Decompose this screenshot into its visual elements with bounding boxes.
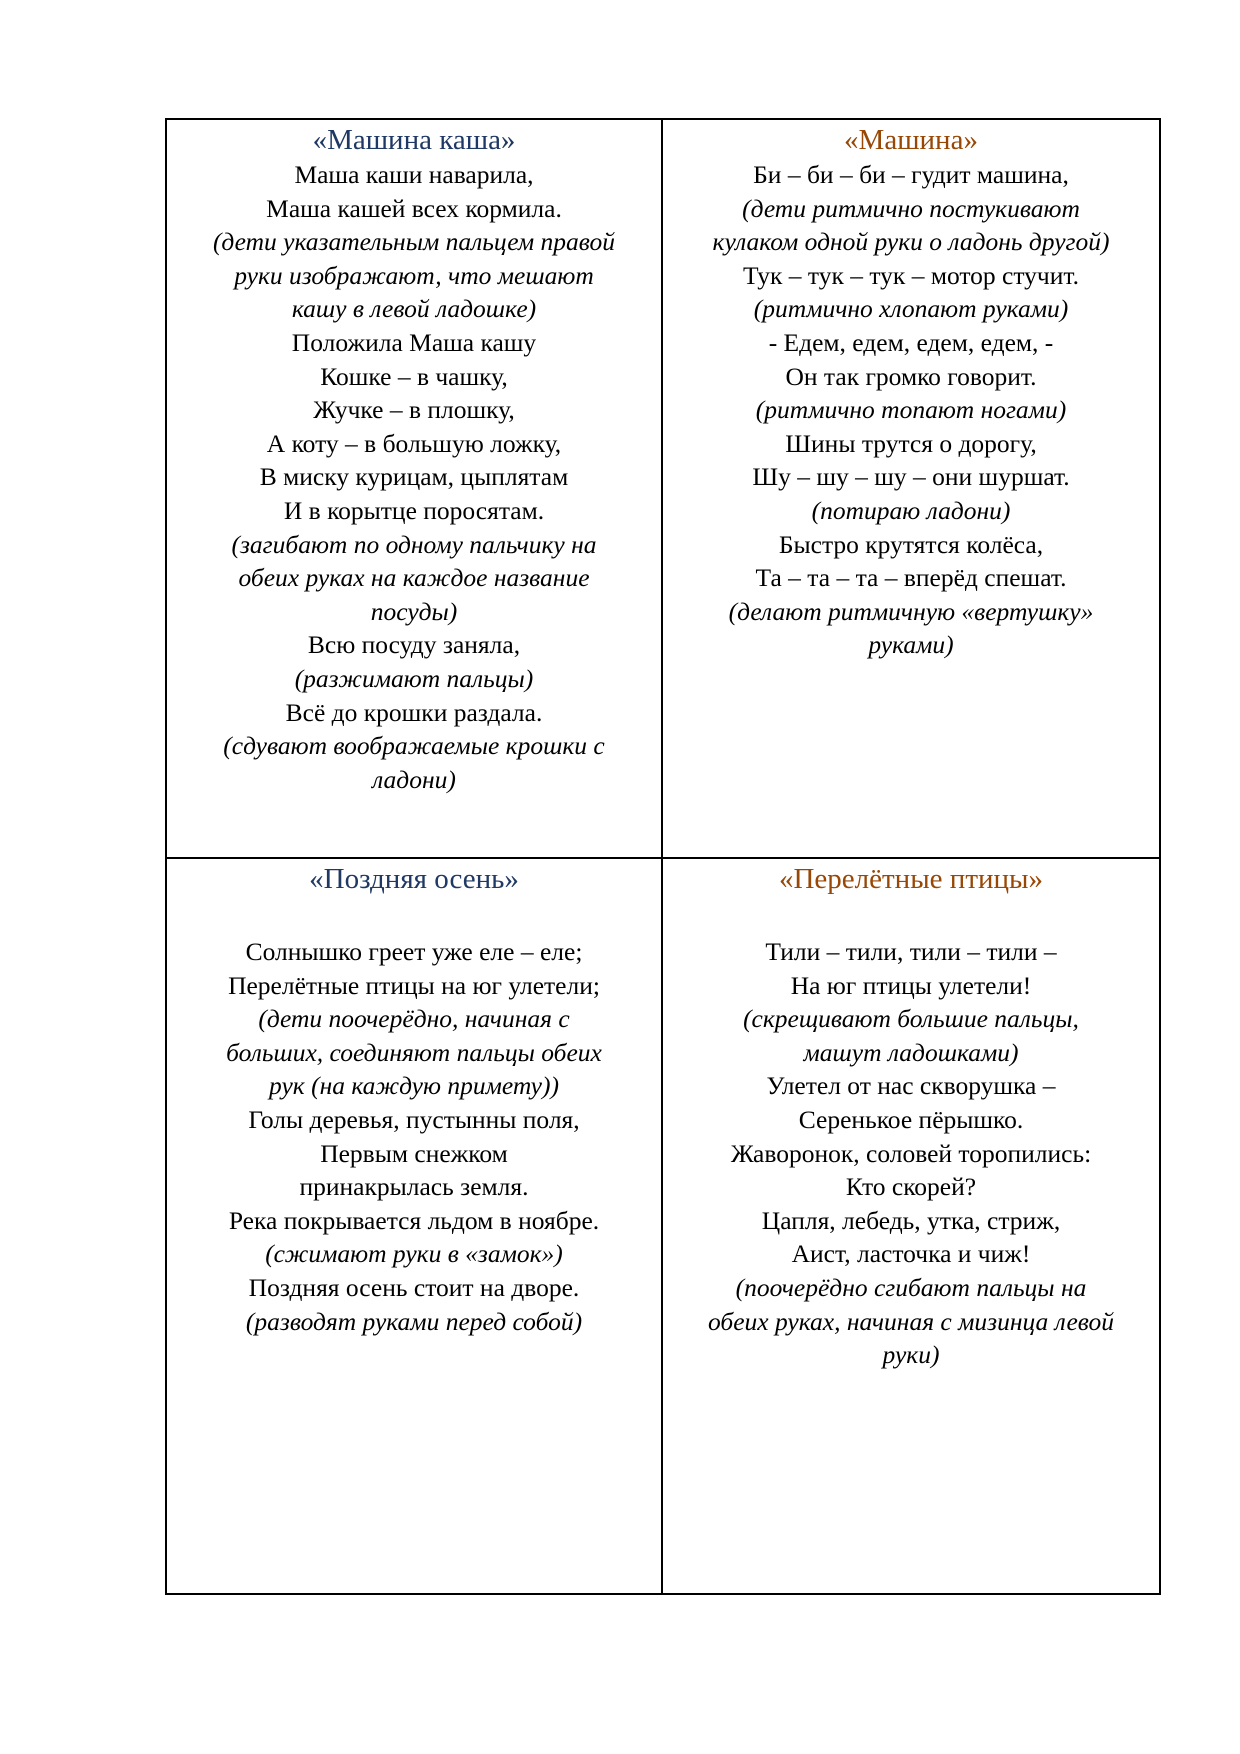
instruction-line: (потираю ладони) (811, 495, 1011, 525)
instruction-line: (делают ритмичную «вертушку» (728, 596, 1094, 626)
verse-line: А коту – в большую ложку, (266, 428, 562, 458)
instruction-line: (поочерёдно сгибают пальцы на (735, 1272, 1087, 1302)
rhyme-title: «Перелётные птицы» (778, 863, 1044, 895)
instruction-line: обеих руках, начиная с мизинца левой (707, 1306, 1114, 1336)
verse-line: Всё до крошки раздала. (285, 697, 543, 727)
spacer (173, 897, 655, 935)
rhyme-title: «Поздняя осень» (309, 863, 519, 895)
verse-line: Маша кашей всех кормила. (266, 193, 562, 223)
instruction-line: руки) (882, 1340, 940, 1370)
instruction-line: больших, соединяют пальцы обеих (226, 1037, 602, 1067)
verse-line: Быстро крутятся колёса, (778, 529, 1044, 559)
verse-line: Всю посуду заняла, (307, 630, 521, 660)
verse-line: Жучке – в плошку, (313, 395, 515, 425)
verse-line: Маша каши наварила, (294, 160, 534, 189)
instruction-line: (разводят руками перед собой) (245, 1306, 583, 1336)
rhyme-title: «Машина» (844, 124, 978, 156)
verse-line: Кто скорей? (845, 1172, 977, 1202)
instruction-line: (ритмично топают ногами) (755, 395, 1067, 425)
rhyme-card (167, 120, 663, 859)
fingerplay-table (165, 118, 1161, 1595)
verse-line: Перелётные птицы на юг улетели; (228, 970, 600, 1000)
instruction-line: (дети указательным пальцем правой (212, 227, 616, 257)
instruction-line: руками) (868, 630, 954, 660)
verse-line: Жаворонок, соловей торопились: (730, 1138, 1092, 1168)
verse-line: И в корытце поросятам. (283, 495, 545, 525)
verse-line: Тук – тук – тук – мотор стучит. (742, 260, 1080, 290)
verse-line: Серенькое пёрышко. (798, 1104, 1024, 1134)
instruction-line: (скрещивают большие пальцы, (743, 1004, 1079, 1034)
instruction-line: машут ладошками) (803, 1037, 1019, 1067)
verse-line: Он так громко говорит. (785, 361, 1037, 391)
instruction-line: посуды) (370, 596, 458, 626)
verse-line: Цапля, лебедь, утка, стриж, (761, 1205, 1061, 1235)
verse-line: Тили – тили, тили – тили – (765, 937, 1057, 966)
verse-line: Голы деревья, пустынны поля, (248, 1104, 580, 1134)
instruction-line: (сжимают руки в «замок») (265, 1239, 563, 1269)
verse-line: Первым снежком (320, 1138, 508, 1168)
spacer (669, 897, 1153, 935)
rhyme-card (167, 859, 663, 1593)
rhyme-card (663, 859, 1159, 1593)
verse-line: Шины трутся о дорогу, (785, 428, 1037, 458)
instruction-line: обеих руках на каждое название (238, 563, 590, 593)
instruction-line: (дети ритмично постукивают (742, 193, 1080, 223)
verse-line: Кошке – в чашку, (320, 361, 508, 391)
verse-line: Поздняя осень стоит на дворе. (248, 1272, 580, 1302)
verse-line: принакрылась земля. (299, 1172, 529, 1202)
instruction-line: (ритмично хлопают руками) (753, 294, 1069, 324)
instruction-line: кашу в левой ладошке) (291, 294, 537, 324)
verse-line: Би – би – би – гудит машина, (753, 160, 1069, 189)
instruction-line: руки изображают, что мешают (234, 260, 594, 290)
instruction-line: (сдувают воображаемые крошки с (223, 731, 605, 761)
instruction-line: рук (на каждую примету)) (269, 1071, 559, 1101)
verse-line: На юг птицы улетели! (790, 970, 1032, 1000)
rhyme-title: «Машина каша» (312, 124, 516, 156)
verse-line: Улетел от нас скворушка – (766, 1071, 1056, 1101)
instruction-line: (разжимают пальцы) (294, 663, 534, 693)
instruction-line: ладони) (372, 764, 456, 794)
rhyme-card (663, 120, 1159, 859)
verse-line: Река покрывается льдом в ноябре. (228, 1205, 600, 1235)
verse-line: Солнышко греет уже еле – еле; (245, 937, 583, 966)
verse-line: Та – та – та – вперёд спешат. (755, 563, 1067, 593)
verse-line: - Едем, едем, едем, едем, - (768, 327, 1054, 357)
verse-line: Положила Маша кашу (291, 327, 537, 357)
verse-line: В миску курицам, цыплятам (259, 462, 569, 492)
instruction-line: (загибают по одному пальчику на (231, 529, 597, 559)
instruction-line: (дети поочерёдно, начиная с (258, 1004, 570, 1034)
verse-line: Аист, ласточка и чиж! (791, 1239, 1031, 1269)
instruction-line: кулаком одной руки о ладонь другой) (712, 227, 1110, 257)
verse-line: Шу – шу – шу – они шуршат. (752, 462, 1070, 492)
